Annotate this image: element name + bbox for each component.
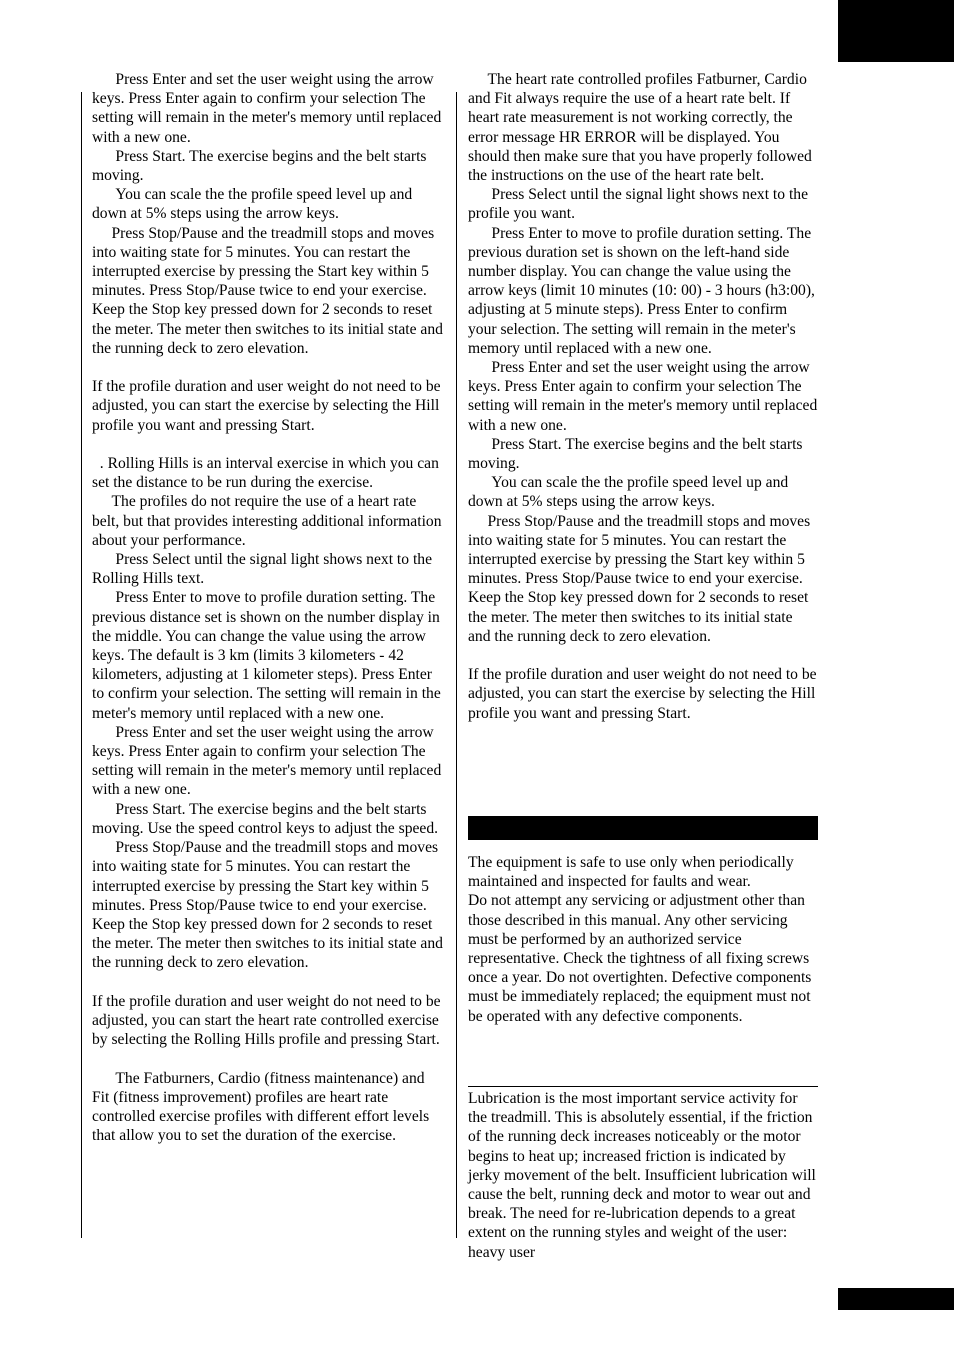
section-heading-bar [468,816,818,840]
paragraph: Press Enter and set the user weight using the arrow keys. Press Enter again to confirm your selection The setting will remain in the meter's memory until replaced with a new one. [92,71,446,146]
right-text-column [468,70,822,723]
paragraph: Press Stop/Pause and the treadmill stops and moves into waiting state for 5 minutes. You can restart the interrupted exercise by pressing the Start key within 5 minutes. Press Stop/Pause twice to end your exercise. Keep the Stop key pressed down for 2 seconds to reset the meter. The meter then switches to its initial state and the running deck to zero elevation. [92,224,447,357]
lubrication-paragraph: Lubrication is the most important service activity for the treadmill. This is absolutely essential, if the friction of the running deck increases noticeably or the motor begins to heat up; increased friction is indicated by jerky movement of the belt. Insufficient lubrication will cause the belt, running deck and motor to wear out and break. The need for re-lubrication depends to a great extent on the running styles and weight of the user: heavy user [468,1090,820,1261]
paragraph: Press Start. The exercise begins and the belt starts moving. [92,147,431,185]
paragraph: The heart rate controlled profiles Fatburner, Cardio and Fit always require the use of a heart rate belt. If heart rate measurement is not working correctly, the error message HR ERROR will be displayed. You should then make sure that you have properly followed the instructions on the use of the heart rate belt. [468,71,816,185]
page-corner-tab [838,0,954,62]
paragraph: Press Enter to move to profile duration setting. The previous distance set is shown on the number display in the middle. You can change the value using the arrow keys. The default is 3 km (limits 3 kilometers - 42 kilometers, adjusting at 1 kilometer steps). Press Enter to confirm your selection. The setting will remain in the meter's memory until replaced with a new one. [92,589,445,722]
left-text-column [92,70,447,1145]
paragraph: Press Select until the signal light shows next to the profile you want. [468,186,812,223]
paragraph: Press Enter to move to profile duration setting. The previous duration set is shown on the left-hand side number display. You can change the value using the arrow keys (limit 10 minutes (10: 00) - 3 hours (h3:00), adjusting at 5 minute steps). Press Enter to confirm your selection. The setting will remain in the meter's memory until replaced with a new one. [468,224,819,357]
left-margin-rule [81,92,82,1238]
paragraph-gap [92,973,444,992]
paragraph: The profiles do not require the use of a heart rate belt, but that provides interesting additional information about your performance. [92,493,446,549]
maintenance-paragraph: The equipment is safe to use only when periodically maintained and inspected for faults and wear. Do not attempt any servicing or adjustment other than those described in this manual. Any other servicing must be performed by an authorized service representative. Check the tightness of all fixing screws once a year. Do not overtighten. Defective components must be immediately replaced; the equipment must not be operated with any defective components. [468,854,821,1025]
paragraph: Press Start. The exercise begins and the belt starts moving. Use the speed control keys to adjust the speed. [92,800,439,837]
page-number-tab [838,1288,954,1310]
lubrication-section [468,1089,818,1262]
paragraph: If the profile duration and user weight do not need to be adjusted, you can start the exercise by selecting the Hill profile you want and pressing Start. [468,666,821,722]
paragraph: Press Start. The exercise begins and the belt starts moving. [468,435,807,473]
paragraph-gap [468,646,818,665]
paragraph-gap [92,358,444,377]
paragraph: You can scale the the profile speed level up and down at 5% steps using the arrow keys. [92,186,417,223]
paragraph: Press Enter and set the user weight using the arrow keys. Press Enter again to confirm your selection The setting will remain in the meter's memory until replaced with a new one. [468,359,822,434]
paragraph: If the profile duration and user weight do not need to be adjusted, you can start the exercise by selecting the Hill profile you want and pressing Start. [92,378,445,434]
paragraph: Press Select until the signal light shows next to the Rolling Hills text. [92,551,436,588]
paragraph: The Fatburners, Cardio (fitness maintenance) and Fit (fitness improvement) profiles are heart rate controlled exercise profiles with different effort levels that allow you to set the duration of the exercise. [92,1069,434,1145]
section-divider [468,1086,818,1087]
paragraph: Press Stop/Pause and the treadmill stops and moves into waiting state for 5 minutes. You can restart the interrupted exercise by pressing the Start key within 5 minutes. Press Stop/Pause twice to end your exercise. Keep the Stop key pressed down for 2 seconds to reset the meter. The meter then switches to its initial state and the running deck to zero elevation. [92,839,447,972]
maintenance-section [468,853,821,1026]
paragraph: Press Stop/Pause and the treadmill stops and moves into waiting state for 5 minutes. You can restart the interrupted exercise by pressing the Start key within 5 minutes. Press Stop/Pause twice to end your exercise. Keep the Stop key pressed down for 2 seconds to reset the meter. The meter then switches to its initial state and the running deck to zero elevation. [468,512,815,645]
paragraph-gap [92,1049,444,1068]
paragraph: If the profile duration and user weight do not need to be adjusted, you can start the heart rate controlled exercise by selecting the Rolling Hills profile and pressing Start. [92,992,445,1049]
paragraph: You can scale the the profile speed level up and down at 5% steps using the arrow keys. [468,474,793,511]
paragraph-gap [92,435,444,454]
paragraph: Press Enter and set the user weight using the arrow keys. Press Enter again to confirm your selection The setting will remain in the meter's memory until replaced with a new one. [92,723,446,799]
center-margin-rule [456,92,457,1238]
paragraph: . Rolling Hills is an interval exercise in which you can set the distance to be run during the exercise. [92,455,443,492]
